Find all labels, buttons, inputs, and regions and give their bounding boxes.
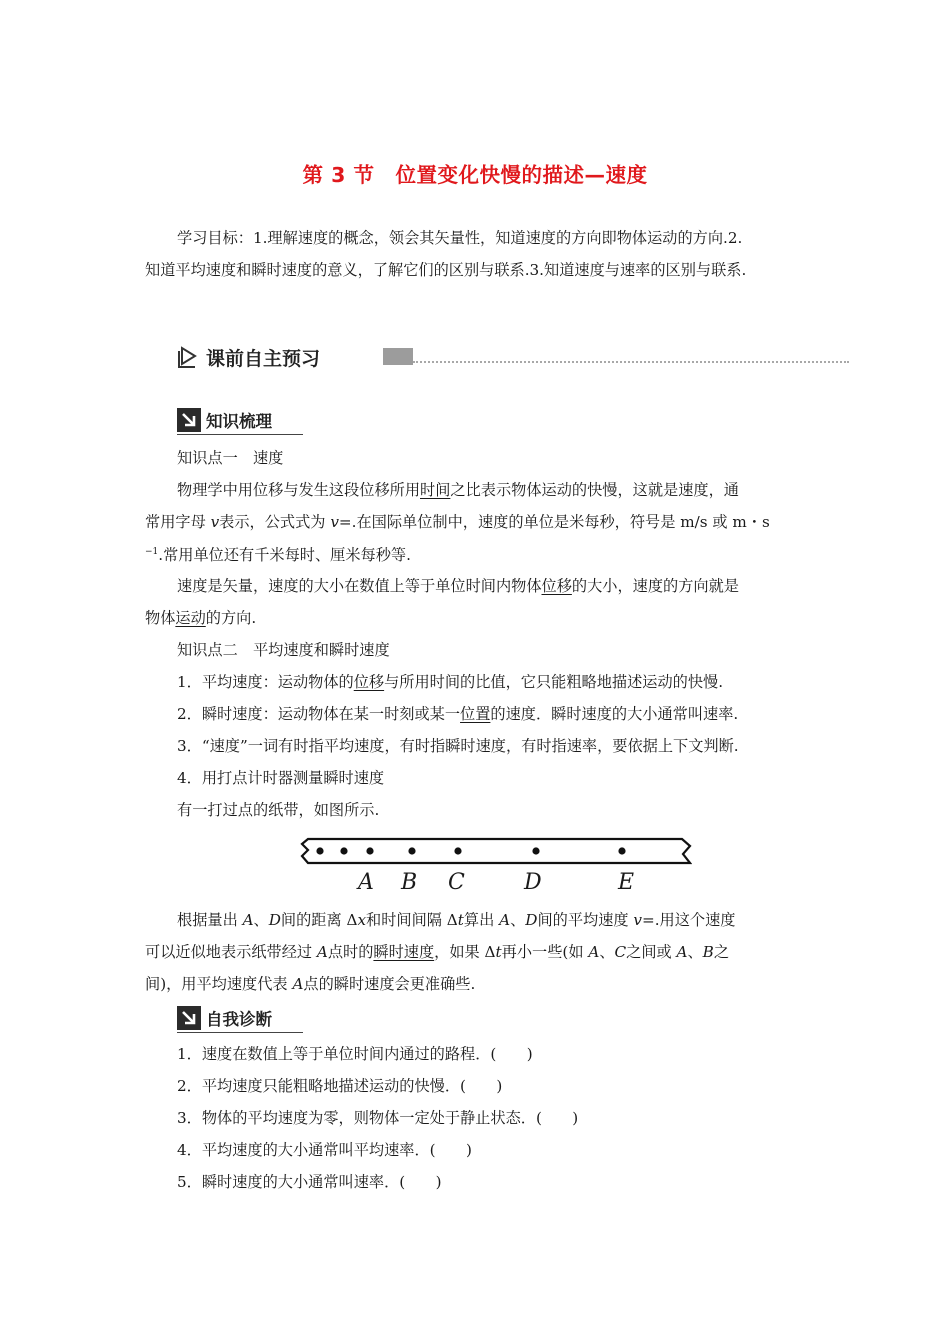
list-item-3: 3．“速度”一词有时指平均速度，有时指瞬时速度，有时指速率，要依据上下文判断. — [177, 737, 739, 755]
diagnosis-heading-text: 自我诊断 — [206, 1010, 272, 1029]
diagnosis-item-5: 5．瞬时速度的大小通常叫速率．( ) — [177, 1173, 442, 1191]
paper-tape — [300, 830, 692, 870]
point2-title: 知识点二 平均速度和瞬时速度 — [177, 641, 390, 659]
page-title: 第 3 节 位置变化快慢的描述—速度 — [302, 163, 648, 187]
tape-dot — [532, 847, 539, 854]
diagnosis-item-4: 4．平均速度的大小通常叫平均速率．( ) — [177, 1141, 472, 1159]
section-banner-label: 课前自主预习 — [206, 348, 321, 370]
tape-dot — [366, 847, 373, 854]
paragraph-1-cont: 常用字母 v表示，公式式为 v=.在国际单位制中，速度的单位是米每秒，符号是 m/s 或 m・s — [145, 513, 770, 531]
paragraph-2: 速度是矢量，速度的大小在数值上等于单位时间内物体位移的大小，速度的方向就是 — [177, 577, 739, 595]
diagnosis-item-3: 3．物体的平均速度为零，则物体一定处于静止状态．( ) — [177, 1109, 579, 1127]
tape-intro: 有一打过点的纸带，如图所示. — [177, 801, 380, 819]
diagnosis-item-1: 1．速度在数值上等于单位时间内通过的路程．( ) — [177, 1045, 533, 1063]
pencil-arrow-icon — [177, 345, 201, 369]
tape-dot — [340, 847, 347, 854]
list-item-2: 2．瞬时速度：运动物体在某一时刻或某一位置的速度．瞬时速度的大小通常叫速率. — [177, 705, 739, 723]
paragraph-1-end: $^{-1}$.常用单位还有千米每时、厘米每秒等. — [145, 546, 411, 565]
arrow-icon — [177, 1006, 201, 1030]
tape-dot — [454, 847, 461, 854]
objectives-line-2: 知道平均速度和瞬时速度的意义，了解它们的区别与联系.3.知道速度与速率的区别与联系. — [145, 261, 747, 279]
heading-underline — [177, 1032, 303, 1033]
tape-label-b: B — [401, 870, 418, 895]
paper-tape-figure — [300, 830, 692, 900]
diagnosis-heading — [177, 1006, 307, 1030]
knowledge-heading — [177, 408, 307, 432]
tape-dot — [316, 847, 323, 854]
tape-dot — [408, 847, 415, 854]
list-item-4: 4．用打点计时器测量瞬时速度 — [177, 769, 385, 787]
tape-label-d: D — [524, 870, 542, 895]
tape-paragraph-2: 可以近似地表示纸带经过 A点时的瞬时速度，如果 Δt再小一些(如 A、C之间或 A、B之 — [145, 943, 730, 961]
arrow-icon — [177, 408, 201, 432]
tape-label-e: E — [618, 870, 635, 895]
diagnosis-item-2: 2．平均速度只能粗略地描述运动的快慢．( ) — [177, 1077, 503, 1095]
tape-dot — [618, 847, 625, 854]
tape-paragraph-1: 根据量出 A、D间的距离 Δx和时间间隔 Δt算出 A、D间的平均速度 v=.用这个速度 — [177, 911, 736, 929]
banner-dotted-rule — [413, 361, 849, 363]
section-banner — [177, 344, 849, 370]
objectives-line-1: 学习目标：1.理解速度的概念，领会其矢量性，知道速度的方向即物体运动的方向.2. — [177, 229, 743, 247]
point1-title: 知识点一 速度 — [177, 449, 284, 467]
banner-divider-block — [383, 348, 413, 365]
tape-label-a: A — [358, 870, 374, 895]
knowledge-heading-text: 知识梳理 — [206, 412, 272, 431]
paragraph-1: 物理学中用位移与发生这段位移所用时间之比表示物体运动的快慢，这就是速度，通 — [177, 481, 739, 499]
heading-underline — [177, 434, 303, 435]
paragraph-2-cont: 物体运动的方向. — [145, 609, 257, 627]
tape-label-c: C — [448, 870, 465, 895]
tape-paragraph-3: 间)，用平均速度代表 A点的瞬时速度会更准确些. — [145, 975, 476, 993]
list-item-1: 1．平均速度：运动物体的位移与所用时间的比值，它只能粗略地描述运动的快慢. — [177, 673, 724, 691]
